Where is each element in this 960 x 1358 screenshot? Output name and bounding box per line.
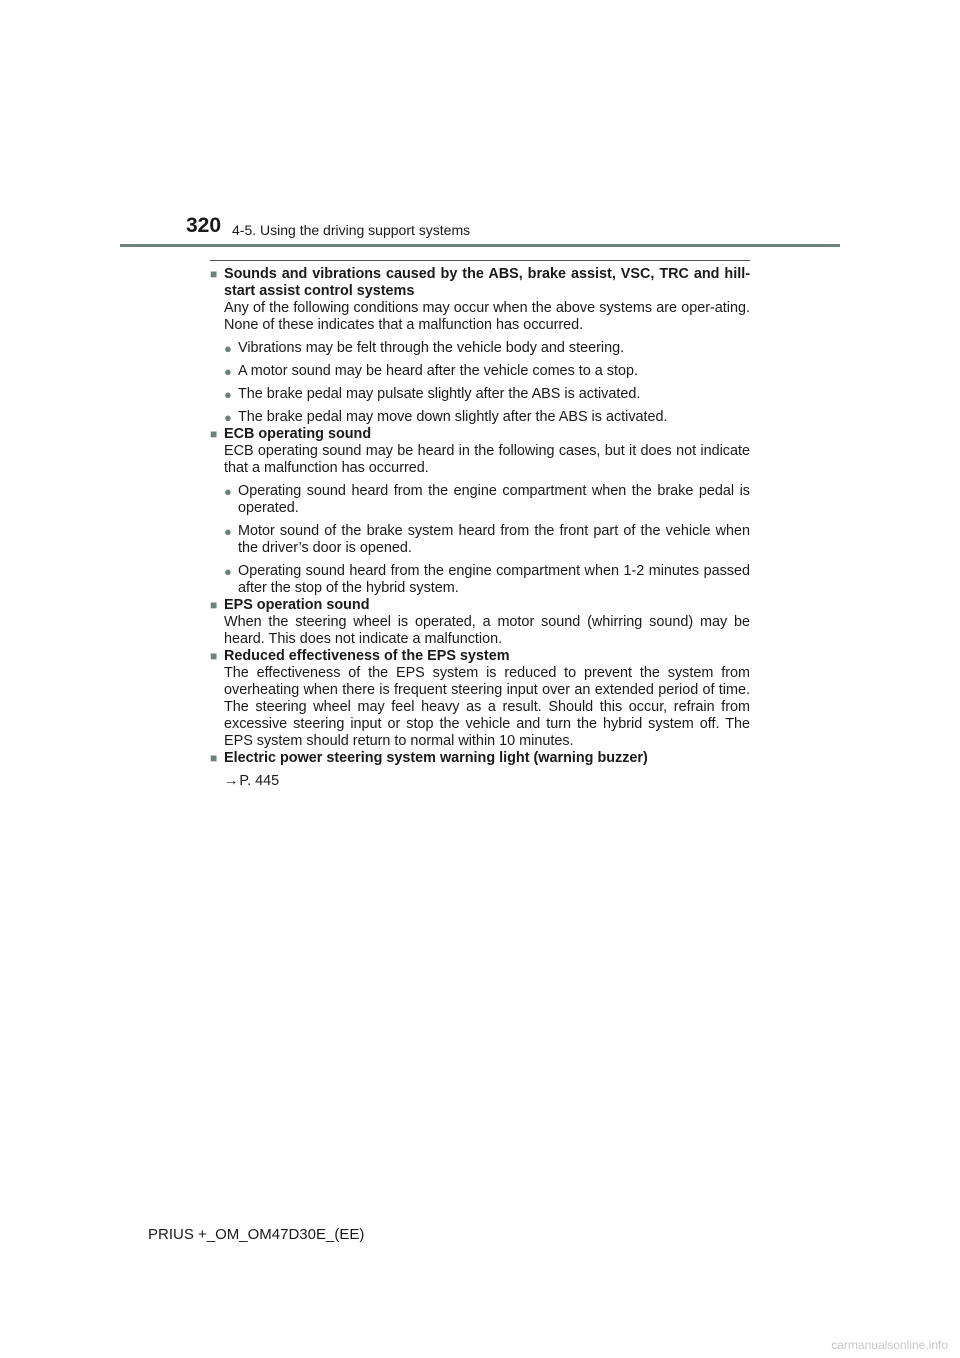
section-eps-sound [210, 597, 750, 648]
list-item [210, 363, 750, 380]
section-heading [210, 597, 750, 614]
list-item [210, 409, 750, 426]
section-heading [210, 266, 750, 300]
list-item-text: Operating sound heard from the engine compartment when the brake pedal is operated. [238, 483, 750, 516]
section-title: 4-5. Using the driving support systems [232, 222, 471, 238]
circle-bullet-icon: ● [224, 364, 232, 379]
section-paragraph: ECB operating sound may be heard in the following cases, but it does not indicate that a malfunction has occurred. [224, 443, 750, 476]
list-item [210, 386, 750, 403]
square-bullet-icon: ■ [210, 751, 218, 765]
circle-bullet-icon: ● [224, 564, 232, 579]
list-item-text: Vibrations may be felt through the vehicle body and steering. [238, 340, 625, 356]
section-heading-text: Electric power steering system warning light (warning buzzer) [224, 750, 648, 766]
list-item [210, 523, 750, 557]
header-rule [120, 244, 840, 247]
section-heading-text: EPS operation sound [224, 597, 370, 613]
list-item [210, 340, 750, 357]
section-paragraph: When the steering wheel is operated, a motor sound (whirring sound) may be heard. This does not indicate a malfunction. [224, 614, 750, 647]
circle-bullet-icon: ● [224, 387, 232, 402]
section-eps-effectiveness [210, 648, 750, 750]
square-bullet-icon: ■ [210, 267, 218, 281]
square-bullet-icon: ■ [210, 427, 218, 441]
list-item [210, 483, 750, 517]
page-header [0, 0, 960, 250]
circle-bullet-icon: ● [224, 410, 232, 425]
section-heading-text: Sounds and vibrations caused by the ABS, brake assist, VSC, TRC and hill-start assist control systems [224, 266, 750, 299]
section-eps-warning-light [210, 750, 750, 790]
section-heading [210, 750, 750, 767]
page-content [210, 266, 750, 790]
circle-bullet-icon: ● [224, 484, 232, 499]
section-paragraph: The effectiveness of the EPS system is reduced to prevent the system from overheating when there is frequent steering input over an extended period of time. The steering wheel may feel heavy as a result. Should this occur, refrain from excessive steering input or stop the vehicle and turn the hybrid system off. The EPS system should return to normal within 10 minutes. [224, 665, 750, 749]
section-heading [210, 426, 750, 443]
watermark: carmanualsonline.info [831, 1338, 948, 1352]
square-bullet-icon: ■ [210, 649, 218, 663]
arrow-right-icon: → [224, 773, 239, 789]
circle-bullet-icon: ● [224, 524, 232, 539]
list-item [210, 563, 750, 597]
page-reference-link[interactable] [210, 773, 750, 790]
section-paragraph: Any of the following conditions may occur when the above systems are oper-ating. None of these indicates that a malfunction has occurred. [224, 300, 750, 333]
list-item-text: The brake pedal may move down slightly after the ABS is activated. [238, 409, 668, 425]
section-heading-text: Reduced effectiveness of the EPS system [224, 648, 510, 664]
circle-bullet-icon: ● [224, 341, 232, 356]
page-reference-text: P. 445 [239, 773, 280, 789]
list-item-text: Operating sound heard from the engine compartment when 1-2 minutes passed after the stop of the hybrid system. [238, 563, 750, 596]
section-ecb-sound [210, 426, 750, 597]
section-heading-text: ECB operating sound [224, 426, 372, 442]
content-top-rule [210, 260, 750, 261]
document-code: PRIUS +_OM_OM47D30E_(EE) [148, 1226, 365, 1243]
list-item-text: A motor sound may be heard after the vehicle comes to a stop. [238, 363, 638, 379]
list-item-text: Motor sound of the brake system heard from the front part of the vehicle when the driver’s door is opened. [238, 523, 750, 556]
section-heading [210, 648, 750, 665]
page-number: 320 [186, 214, 222, 237]
list-item-text: The brake pedal may pulsate slightly after the ABS is activated. [238, 386, 641, 402]
square-bullet-icon: ■ [210, 598, 218, 612]
section-abs-sounds [210, 266, 750, 426]
